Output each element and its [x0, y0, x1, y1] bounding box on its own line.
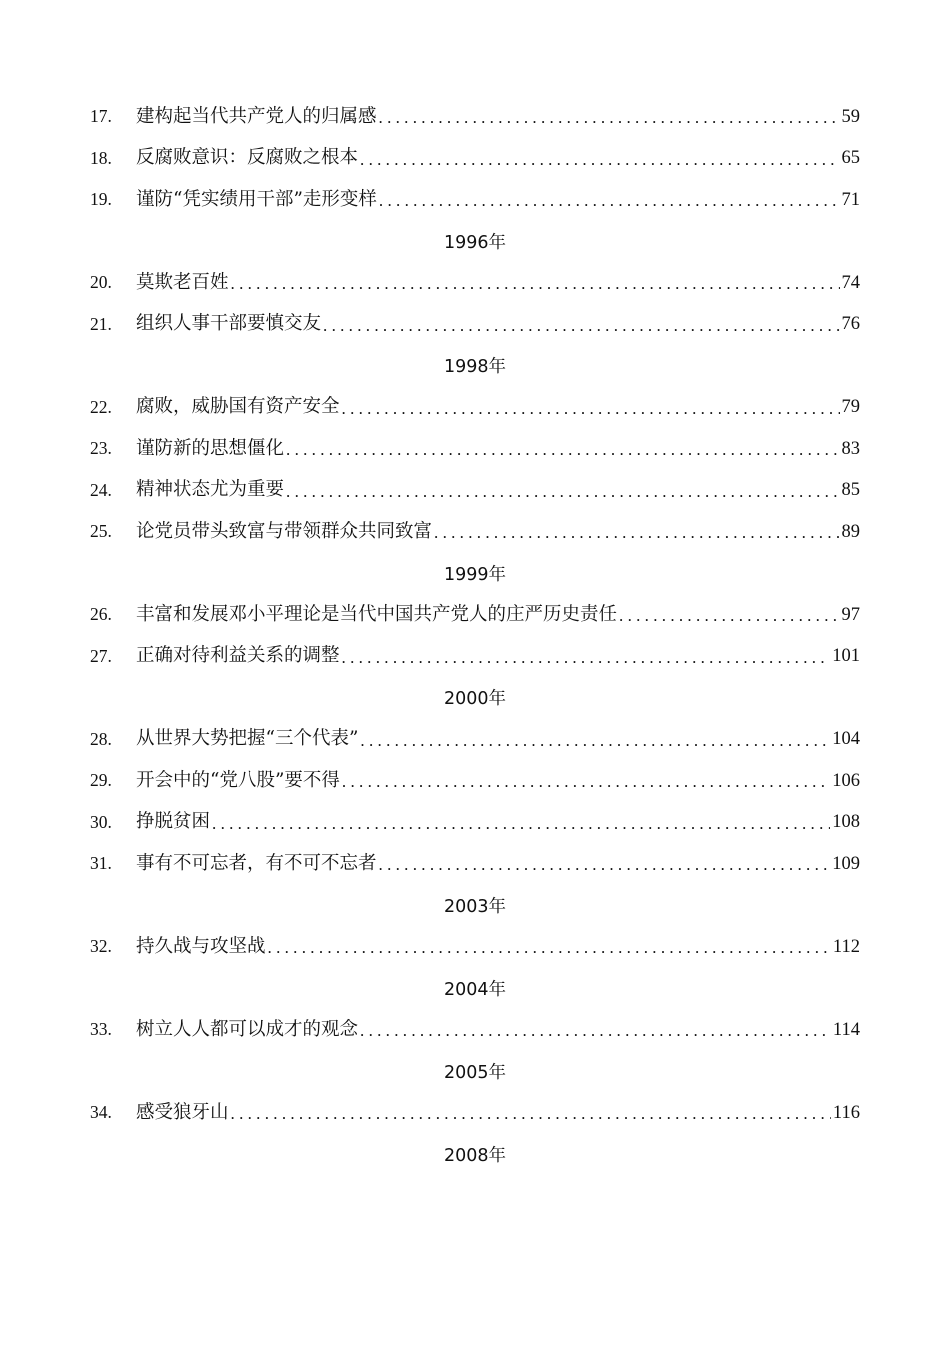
- entry-page-number: 109: [832, 853, 860, 874]
- entry-number: 30.: [90, 811, 112, 832]
- year-heading: 2004年: [443, 979, 507, 1000]
- entry-title[interactable]: 从世界大势把握“三个代表”: [136, 728, 359, 749]
- toc-entry[interactable]: [90, 511, 860, 553]
- entry-page-number: 114: [832, 1019, 860, 1040]
- entry-title[interactable]: 事有不可忘者，有不可不忘者: [136, 852, 377, 874]
- entry-page-number: 79: [841, 397, 860, 417]
- toc-entry[interactable]: [90, 1092, 860, 1134]
- entry-title[interactable]: 挣脱贫困: [136, 811, 211, 832]
- entry-page-number: 74: [841, 272, 860, 293]
- dot-leader: [342, 400, 840, 417]
- year-heading: 2003年: [443, 896, 507, 917]
- entry-title[interactable]: 开会中的“党八股”要不得: [136, 769, 340, 791]
- dot-leader: [379, 109, 840, 126]
- toc-entry[interactable]: [90, 262, 860, 304]
- dot-leader: [434, 524, 839, 541]
- toc-entry[interactable]: [90, 843, 860, 885]
- entry-title[interactable]: 腐败，威胁国有资产安全: [136, 396, 340, 417]
- dot-leader: [379, 192, 840, 209]
- entry-number: 24.: [90, 479, 112, 500]
- entry-title[interactable]: 建构起当代共产党人的归属感: [136, 105, 377, 127]
- entry-number: 26.: [90, 604, 112, 624]
- dot-leader: [231, 1105, 831, 1122]
- entry-page-number: 85: [841, 480, 860, 500]
- entry-page-number: 89: [841, 521, 860, 542]
- entry-title[interactable]: 精神状态尤为重要: [136, 479, 285, 500]
- entry-number: 23.: [90, 438, 112, 458]
- dot-leader: [342, 773, 830, 790]
- toc-entry[interactable]: [90, 760, 860, 802]
- entry-number: 18.: [90, 147, 112, 168]
- dot-leader: [323, 317, 839, 334]
- entry-number: 31.: [90, 853, 112, 873]
- entry-page-number: 65: [841, 148, 860, 168]
- year-heading: 2005年: [443, 1062, 507, 1083]
- entry-number: 28.: [90, 728, 112, 749]
- entry-number: 32.: [90, 936, 112, 956]
- entry-page-number: 71: [841, 189, 860, 210]
- entry-page-number: 116: [832, 1102, 860, 1123]
- entry-number: 34.: [90, 1102, 112, 1122]
- entry-title[interactable]: 持久战与攻坚战: [136, 935, 266, 957]
- toc-entry[interactable]: [90, 1009, 860, 1051]
- dot-leader: [360, 732, 830, 749]
- year-heading: 1996年: [443, 232, 507, 253]
- entry-page-number: 83: [841, 438, 860, 459]
- toc-entry[interactable]: [90, 636, 860, 678]
- dot-leader: [360, 1022, 831, 1039]
- entry-title[interactable]: 谨防“凭实绩用干部”走形变样: [136, 188, 377, 210]
- toc-entry[interactable]: [90, 428, 860, 470]
- entry-title[interactable]: 莫欺老百姓: [136, 271, 229, 293]
- entry-page-number: 59: [841, 106, 860, 127]
- entry-title[interactable]: 树立人人都可以成才的观念: [136, 1018, 359, 1040]
- entry-page-number: 101: [832, 646, 860, 666]
- entry-number: 25.: [90, 521, 112, 541]
- entry-title[interactable]: 感受狼牙山: [136, 1101, 229, 1123]
- toc-entry[interactable]: [90, 138, 860, 180]
- entry-title[interactable]: 论党员带头致富与带领群众共同致富: [136, 520, 433, 542]
- entry-number: 20.: [90, 272, 112, 292]
- toc-entry[interactable]: [90, 96, 860, 138]
- table-of-contents: [90, 96, 860, 1175]
- year-heading: 1998年: [443, 357, 507, 378]
- toc-entry[interactable]: [90, 719, 860, 761]
- entry-page-number: 106: [832, 770, 860, 791]
- toc-entry[interactable]: [90, 470, 860, 512]
- dot-leader: [379, 856, 831, 873]
- dot-leader: [286, 441, 839, 458]
- toc-entry[interactable]: [90, 179, 860, 221]
- toc-entry[interactable]: [90, 802, 860, 844]
- toc-entry[interactable]: [90, 387, 860, 429]
- entry-number: 33.: [90, 1019, 112, 1039]
- entry-number: 29.: [90, 770, 112, 790]
- toc-entry[interactable]: [90, 594, 860, 636]
- year-heading: 2008年: [443, 1145, 507, 1166]
- entry-page-number: 108: [832, 812, 860, 832]
- dot-leader: [360, 151, 839, 168]
- entry-number: 22.: [90, 396, 112, 417]
- entry-number: 19.: [90, 189, 112, 209]
- year-heading: 1999年: [443, 564, 507, 585]
- entry-title[interactable]: 组织人事干部要慎交友: [136, 313, 322, 334]
- dot-leader: [212, 815, 830, 832]
- dot-leader: [268, 939, 831, 956]
- entry-title[interactable]: 谨防新的思想僵化: [136, 437, 285, 459]
- toc-entry[interactable]: [90, 304, 860, 346]
- entry-page-number: 104: [832, 729, 860, 749]
- toc-entry[interactable]: [90, 926, 860, 968]
- dot-leader: [342, 649, 831, 666]
- entry-title[interactable]: 正确对待利益关系的调整: [136, 645, 340, 666]
- entry-title[interactable]: 反腐败意识：反腐败之根本: [136, 147, 359, 168]
- entry-page-number: 76: [841, 314, 860, 334]
- dot-leader: [286, 483, 839, 500]
- entry-page-number: 97: [841, 604, 860, 625]
- dot-leader: [231, 275, 840, 292]
- entry-title[interactable]: 丰富和发展邓小平理论是当代中国共产党人的庄严历史责任: [136, 603, 618, 625]
- entry-number: 21.: [90, 313, 112, 334]
- entry-number: 17.: [90, 106, 112, 126]
- entry-page-number: 112: [832, 936, 860, 957]
- entry-number: 27.: [90, 645, 112, 666]
- year-heading: 2000年: [443, 689, 507, 710]
- dot-leader: [619, 607, 839, 624]
